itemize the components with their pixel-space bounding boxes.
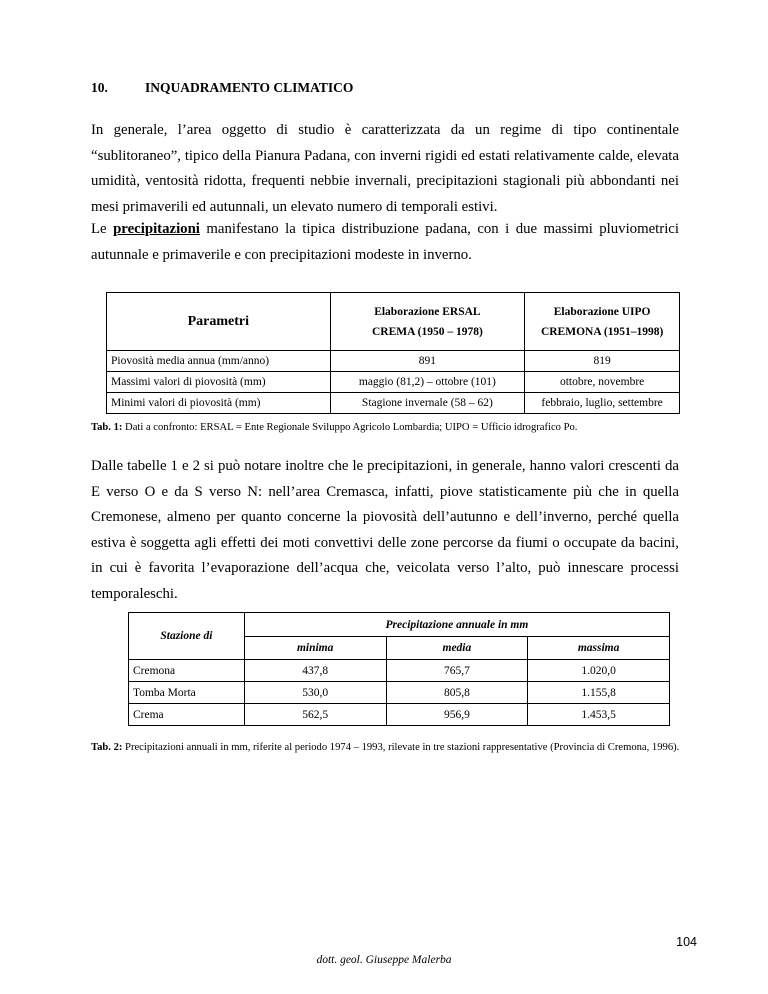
table2-cell-max: 1.453,5 (528, 704, 670, 726)
paragraph-trends: Dalle tabelle 1 e 2 si può notare inoltre che le precipitazioni, in generale, hanno valori crescenti da E verso O e da S verso N: nell’area Cremasca, infatti, piove statisticamente più che in quella Cremonese, almeno per quanto concerne la piovosità dell’autunno e dell’inverno, perché quella estiva è soggetta agli effetti dei moti convettivi delle zone percorse da fiumi o occupate da bacini, in cui è favorita l’evaporazione dell’acqua che, veicolata verso l’alto, può innescare processi temporaleschi. (91, 458, 679, 602)
table1-header-uipo (525, 293, 680, 351)
table2-header-row (129, 613, 670, 637)
section-title: INQUADRAMENTO CLIMATICO (145, 80, 354, 95)
table2-caption (91, 740, 681, 755)
paragraph-precipitation (91, 217, 679, 268)
table2-cell-min: 562,5 (244, 704, 386, 726)
table2-cell-station: Cremona (129, 660, 245, 682)
table-ersal-uipo (106, 292, 680, 414)
table-row (107, 372, 680, 393)
table-annual-precipitation (128, 612, 670, 726)
table2-cell-max: 1.020,0 (528, 660, 670, 682)
table1-caption-text: Dati a confronto: ERSAL = Ente Regionale Sviluppo Agricolo Lombardia; UIPO = Ufficio idrografico Po. (122, 422, 578, 433)
table1-header-ersal (330, 293, 525, 351)
table1-cell-uipo: ottobre, novembre (525, 372, 680, 393)
table1-header-ersal-line1: Elaborazione ERSAL (374, 305, 481, 318)
table2-cell-station: Crema (129, 704, 245, 726)
table2-caption-text: Precipitazioni annuali in mm, riferite al periodo 1974 – 1993, rilevate in tre stazioni rappresentative (Provincia di Cremona, 1996). (122, 742, 680, 753)
paragraph-precipitation-rest: manifestano la tipica distribuzione padana, con i due massimi pluviometrici autunnale e primaverile e con precipitazioni modeste in inverno. (91, 221, 679, 263)
table2-cell-max: 1.155,8 (528, 682, 670, 704)
table1-cell-uipo: 819 (525, 351, 680, 372)
table-row (129, 682, 670, 704)
table1-cell-param: Massimi valori di piovosità (mm) (107, 372, 331, 393)
table1-cell-ersal: Stagione invernale (58 – 62) (330, 393, 525, 414)
section-number: 10. (91, 80, 108, 95)
table2-cell-avg: 956,9 (386, 704, 528, 726)
table2-header-max: massima (528, 637, 670, 660)
table2-cell-avg: 765,7 (386, 660, 528, 682)
table2-header-min: minima (244, 637, 386, 660)
table2-header-group: Precipitazione annuale in mm (244, 613, 669, 637)
keyword-precipitazioni: precipitazioni (113, 221, 200, 237)
table-row (107, 393, 680, 414)
table2-header-station: Stazione di (129, 613, 245, 660)
table2-caption-label: Tab. 2: (91, 742, 123, 753)
table1-header-ersal-line2: CREMA (1950 – 1978) (371, 325, 483, 338)
table2-cell-avg: 805,8 (386, 682, 528, 704)
table1-cell-param: Minimi valori di piovosità (mm) (107, 393, 331, 414)
table-row (129, 660, 670, 682)
table2-cell-min: 437,8 (244, 660, 386, 682)
page-number: 104 (676, 935, 697, 949)
section-heading (91, 80, 353, 96)
table1-caption-label: Tab. 1: (91, 422, 123, 433)
table1-header-uipo-line2: CREMONA (1951–1998) (540, 325, 664, 338)
table1-cell-ersal: 891 (330, 351, 525, 372)
table-row (107, 351, 680, 372)
table1-cell-param: Piovosità media annua (mm/anno) (107, 351, 331, 372)
table2-header-avg: media (386, 637, 528, 660)
footer-author: dott. geol. Giuseppe Malerba (316, 954, 452, 966)
table1-cell-ersal: maggio (81,2) – ottobre (101) (330, 372, 525, 393)
table-row (129, 704, 670, 726)
table2-cell-station: Tomba Morta (129, 682, 245, 704)
paragraph-precipitation-lead: Le (91, 221, 114, 237)
table1-caption (91, 422, 691, 433)
table2-cell-min: 530,0 (244, 682, 386, 704)
table1-header-uipo-line1: Elaborazione UIPO (553, 305, 651, 318)
table1-cell-uipo: febbraio, luglio, settembre (525, 393, 680, 414)
table1-header-row (107, 293, 680, 351)
paragraph-climate-intro: In generale, l’area oggetto di studio è caratterizzata da un regime di tipo continentale “sublitoraneo”, tipico della Pianura Padana, con inverni rigidi ed estati relativamente calde, elevata umidità, ventosità ridotta, frequenti nebbie invernali, precipitazioni stagionali più abbondanti nei mesi primaverili ed autunnali, un elevato numero di temporali estivi. (91, 122, 679, 215)
table1-header-param: Parametri (107, 293, 331, 351)
